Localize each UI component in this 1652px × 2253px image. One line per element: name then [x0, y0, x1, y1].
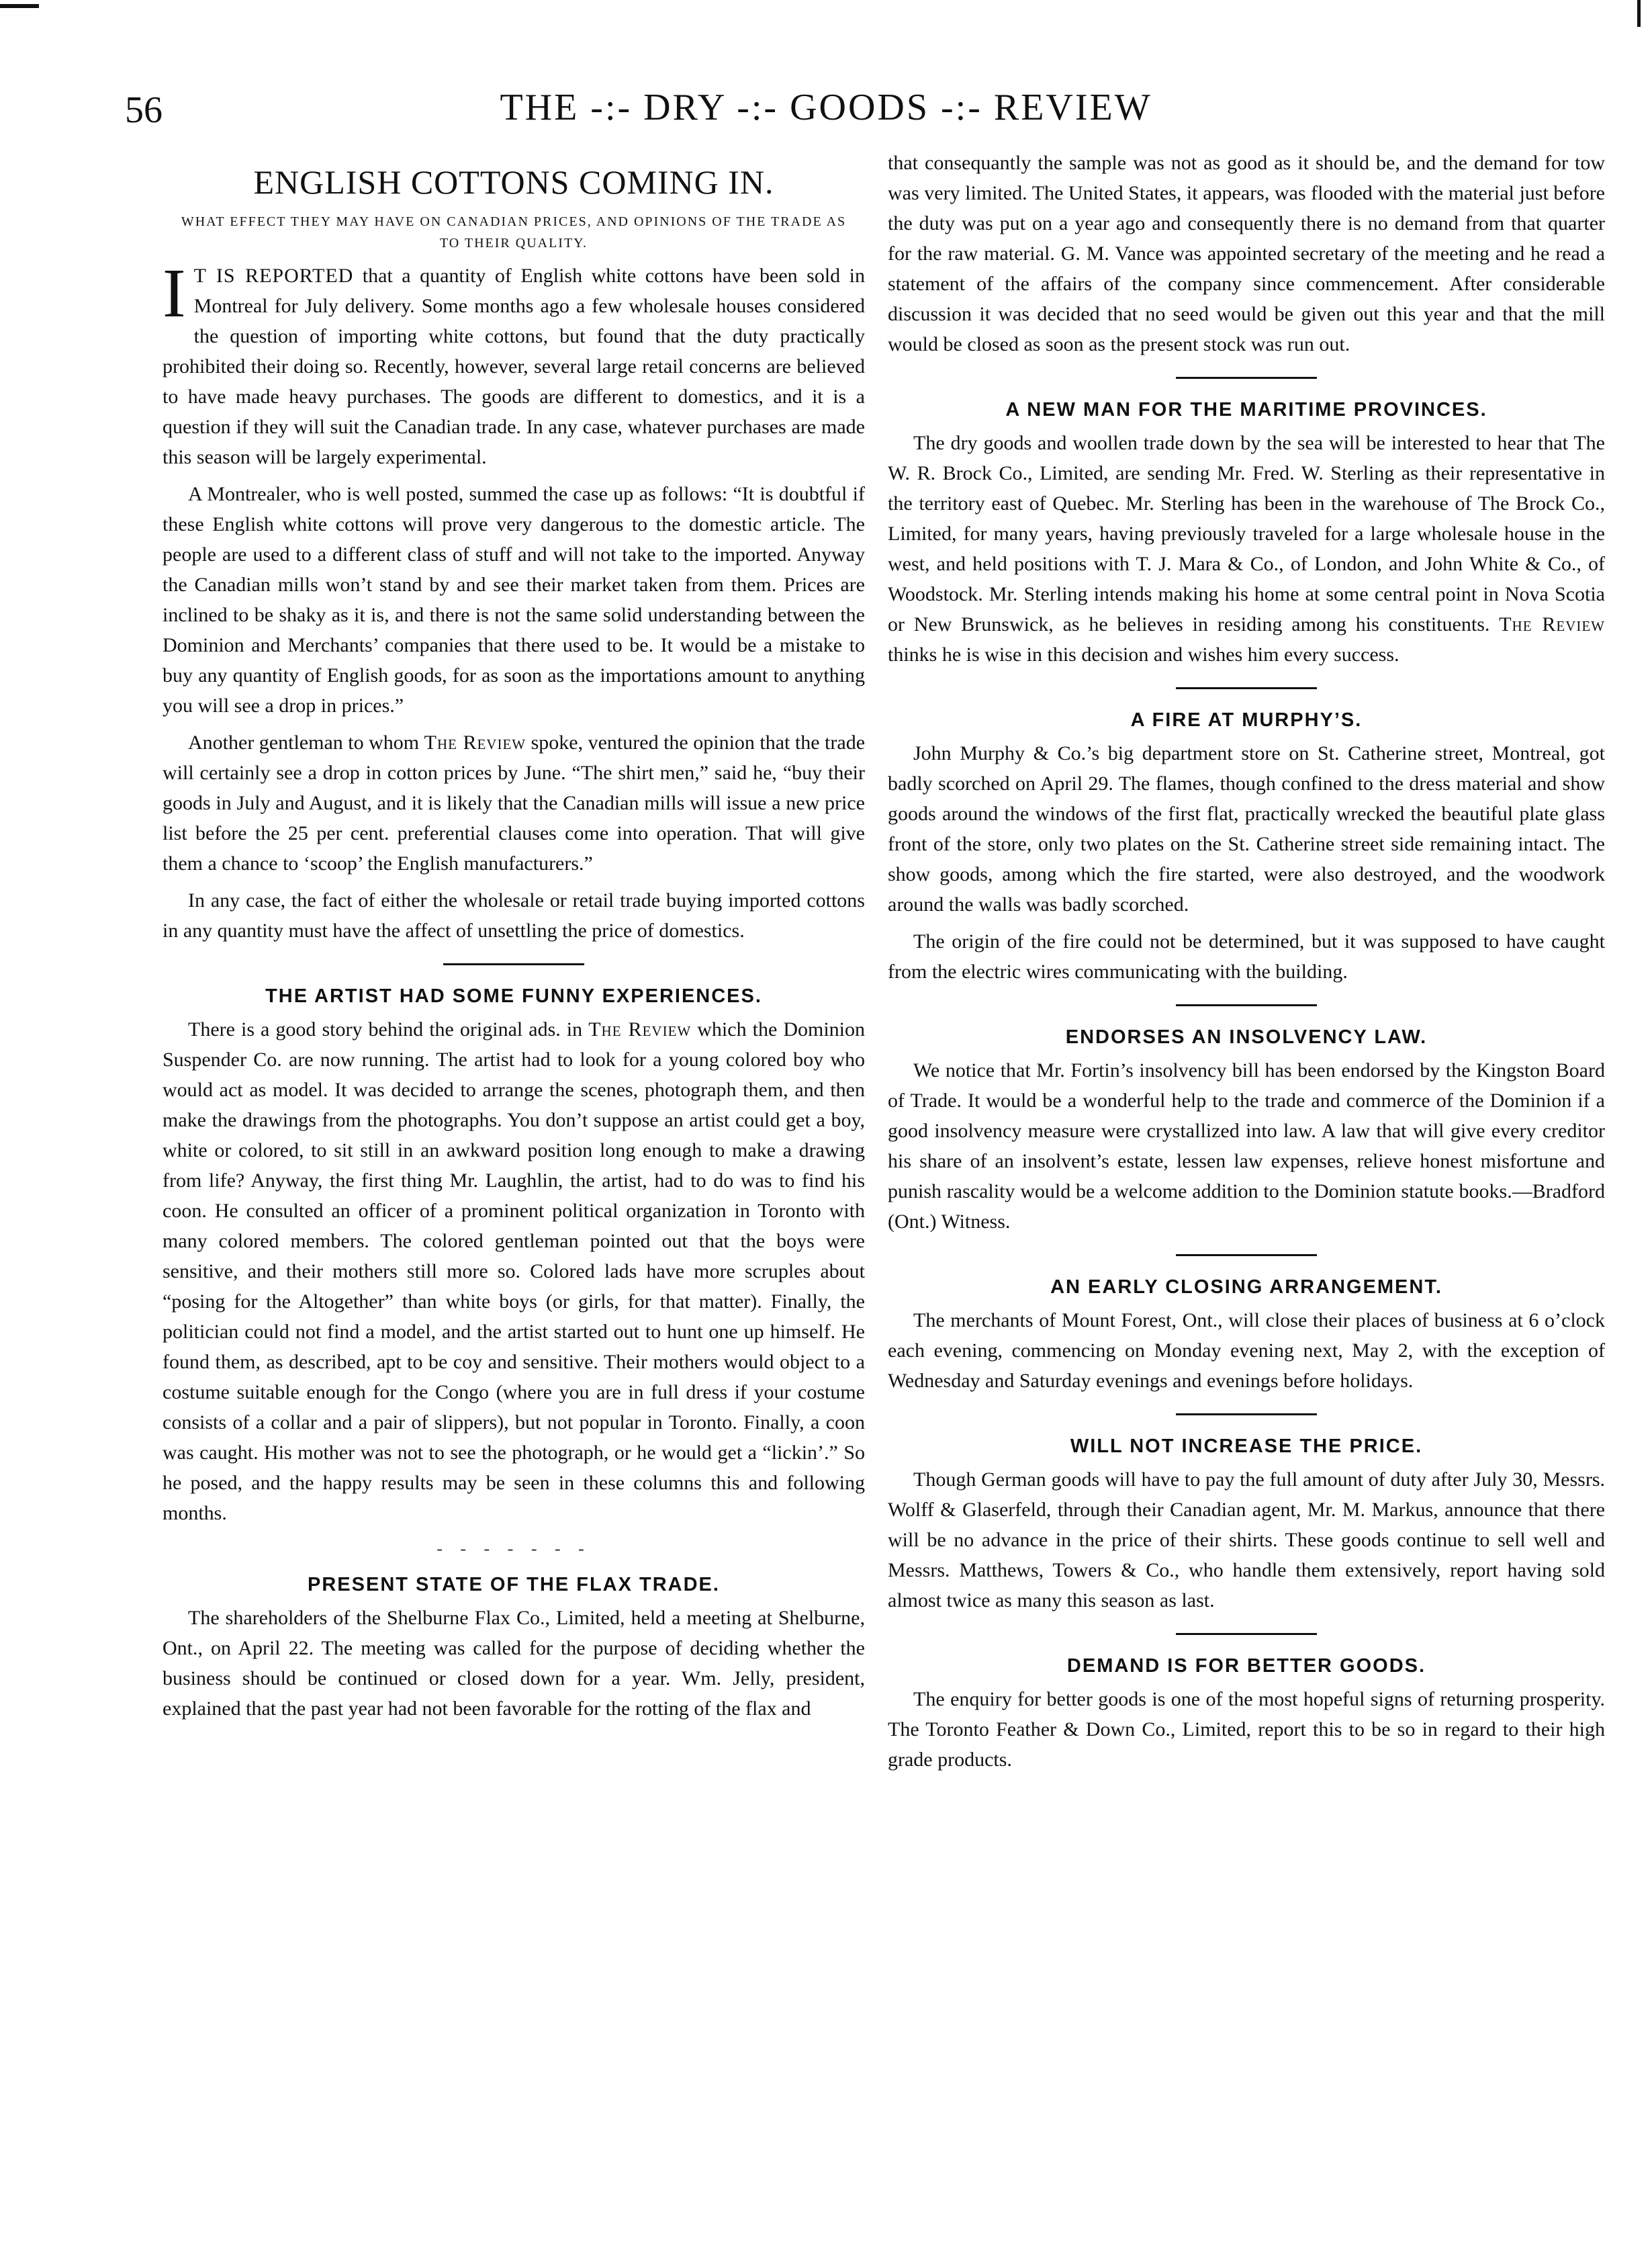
review-name: The Review [424, 732, 526, 754]
section-divider [1176, 1254, 1317, 1256]
article-paragraph: The enquiry for better goods is one of the most hopeful signs of returning prosperity. The Toronto Feather & Down Co., Limited, report this to be so in regard to their high grade products. [888, 1688, 1605, 1771]
publication-title: THE -:- DRY -:- GOODS -:- REVIEW [500, 87, 1152, 128]
lead-caps: T IS REPORTED [193, 265, 354, 287]
article-headline: ENGLISH COTTONS COMING IN. [253, 163, 774, 201]
paragraph-text: There is a good story behind the original ads. in [188, 1018, 589, 1041]
paragraph-text: which the Dominion Suspender Co. are now running. The artist had to look for a young colored boy who would act as model. It was decided to arrange the scenes, photograph them, and then make the drawings from the photographs. You don’t suppose an artist could get a boy, white or colored, to sit still in an awkward position long enough to make a drawing from life? Anyway, the first thing Mr. Laughlin, the artist, had to do was to find his coon. He consulted an officer of a prominent political organization in Toronto with many colored members. The colored gentleman pointed out that the boys were sensitive, and their mothers still more so. Colored lads have more scruples about “posing for the Altogether” than white boys (or girls, for that matter). Finally, the politician could not find a model, and the artist started out to hunt one up himself. He found them, as described, apt to be coy and sensitive. Their mothers would object to a costume suitable enough for the Congo (where you are in full dress if your costume consists of a collar and a pair of slippers), but not popular in Toronto. Finally, a coon was caught. His mother was not to see the photograph, or he would get a “lickin’.” So he posed, and the happy results may be seen in these columns this and following months. [163, 1018, 865, 1524]
paragraph-text: thinks he is wise in this decision and wishes him every success. [888, 644, 1399, 666]
section-divider [1176, 377, 1317, 379]
section-divider: - - - - - - - [437, 1539, 591, 1558]
section-divider [443, 963, 584, 965]
section-title: WILL NOT INCREASE THE PRICE. [1070, 1435, 1423, 1457]
drop-cap: I [163, 255, 186, 332]
scan-mark [1637, 0, 1641, 27]
section-title: ENDORSES AN INSOLVENCY LAW. [1065, 1026, 1428, 1048]
section-title: A NEW MAN FOR THE MARITIME PROVINCES. [1005, 399, 1487, 421]
article-paragraph [888, 428, 1605, 670]
section-divider [1176, 1413, 1317, 1415]
right-column [888, 148, 1605, 1775]
article-paragraph: John Murphy & Co.’s big department store on St. Catherine street, Montreal, got badly scorched on April 29. The flames, though confined to the dress material and show goods around the windows of the first flat, practically wrecked the beautiful plate glass front of the store, only two plates on the St. Catherine street side remaining intact. The show goods, among which the fire started, were also destroyed, and the woodwork around the walls was badly scorched. [888, 742, 1605, 916]
article-paragraph: In any case, the fact of either the wholesale or retail trade buying imported cottons in any quantity must have the affect of unsettling the price of domestics. [163, 889, 865, 942]
paragraph-text: spoke, ventured the opinion that the trade will certainly see a drop in cotton prices by June. “The shirt men,” said he, “buy their goods in July and August, and it is likely that the Canadian mills will issue a new price list before the 25 per cent. preferential clauses come into operation. That will give them a chance to ‘scoop’ the English manufacturers.” [163, 732, 866, 875]
section-title: THE ARTIST HAD SOME FUNNY EXPERIENCES. [265, 985, 762, 1007]
section-title: AN EARLY CLOSING ARRANGEMENT. [1050, 1276, 1442, 1298]
article-paragraph: that consequantly the sample was not as good as it should be, and the demand for tow was very limited. The United States, it appears, was flooded with the material just before the duty was put on a year ago and consequently there is no demand from that quarter for the raw material. G. M. Vance was appointed secretary of the meeting and he read a statement of the affairs of the company since commencement. After considerable discussion it was decided that no seed would be given out this year and that the mill would be closed as soon as the present stock was run out. [888, 152, 1605, 355]
article-paragraph: The shareholders of the Shelburne Flax Co., Limited, held a meeting at Shelburne, Ont., on April 22. The meeting was called for the purpose of deciding whether the business should be continued or closed down for a year. Wm. Jelly, president, explained that the past year had not been favorable for the rotting of the flax and [163, 1607, 865, 1720]
paragraph-text: The dry goods and woollen trade down by the sea will be interested to hear that The W. R. Brock Co., Limited, are sending Mr. Fred. W. Sterling as their representative in the territory east of Quebec. Mr. Sterling has been in the warehouse of The Brock Co., Limited, for many years, having previously traveled for a large wholesale house in the west, and held positions with T. J. Mara & Co., of London, and John White & Co., of Woodstock. Mr. Sterling intends making his home at some central point in Nova Scotia or New Brunswick, as he believes in residing among his constituents. [888, 432, 1605, 635]
article-paragraph [163, 255, 865, 472]
article-paragraph [163, 727, 865, 879]
paragraph-text: Another gentleman to whom [188, 732, 424, 754]
article-paragraph: The origin of the fire could not be determined, but it was supposed to have caught from the electric wires communicating with the building. [888, 930, 1605, 983]
article-subhead: WHAT EFFECT THEY MAY HAVE ON CANADIAN PRICES, AND OPINIONS OF THE TRADE AS TO THEIR QUALITY. [181, 214, 847, 251]
review-name: The Review [588, 1018, 692, 1041]
section-divider [1176, 687, 1317, 689]
article-paragraph: The merchants of Mount Forest, Ont., will close their places of business at 6 o’clock each evening, commencing on Monday evening next, May 2, with the exception of Wednesday and Saturday evenings and evenings before holidays. [888, 1309, 1605, 1392]
article-paragraph: We notice that Mr. Fortin’s insolvency bill has been endorsed by the Kingston Board of Trade. It would be a wonderful help to the trade and commerce of the Dominion if a good insolvency measure were crystallized into law. A law that will give every creditor his share of an insolvent’s estate, lessen law expenses, relieve honest misfortune and punish rascality would be a welcome addition to the Dominion statute books.—Bradford (Ont.) Witness. [888, 1059, 1605, 1233]
scan-mark [0, 4, 39, 8]
left-column [163, 148, 865, 1724]
section-title: DEMAND IS FOR BETTER GOODS. [1066, 1655, 1426, 1677]
section-divider [1176, 1004, 1317, 1006]
article-paragraph: A Montrealer, who is well posted, summed the case up as follows: “It is doubtful if these English white cottons will prove very dangerous to the domestic article. The people are used to a different class of stuff and will not take to the imported. Anyway the Canadian mills won’t stand by and see their market taken from them. Prices are inclined to be shaky as it is, and there is not the same solid understanding between the Dominion and Merchants’ companies that there used to be. It would be a mistake to buy any quantity of English goods, for as soon as the importations amount to anything you will see a drop in prices.” [163, 483, 865, 717]
article-paragraph: Though German goods will have to pay the full amount of duty after July 30, Messrs. Wolff & Glaserfeld, through their Canadian agent, Mr. M. Markus, announce that there will be no advance in the price of their shirts. These goods continue to sell well and Messrs. Matthews, Towers & Co., who handle them extensively, report having sold almost twice as many this season as last. [888, 1468, 1605, 1611]
page-number: 56 [125, 89, 163, 131]
section-title: PRESENT STATE OF THE FLAX TRADE. [308, 1574, 720, 1595]
review-name: The Review [1499, 613, 1605, 635]
paragraph-text: that a quantity of English white cottons have been sold in Montreal for July delivery. Some months ago a few wholesale houses considered the question of importing white cottons, but found that the duty practically prohibited their doing so. Recently, however, several large retail concerns are believed to have made heavy purchases. The goods are different to domestics, and it is a question if they will suit the Canadian trade. In any case, whatever purchases are made this season will be largely experimental. [163, 265, 865, 468]
article-paragraph [163, 1014, 865, 1528]
section-divider [1176, 1633, 1317, 1635]
section-title: A FIRE AT MURPHY’S. [1130, 709, 1363, 731]
